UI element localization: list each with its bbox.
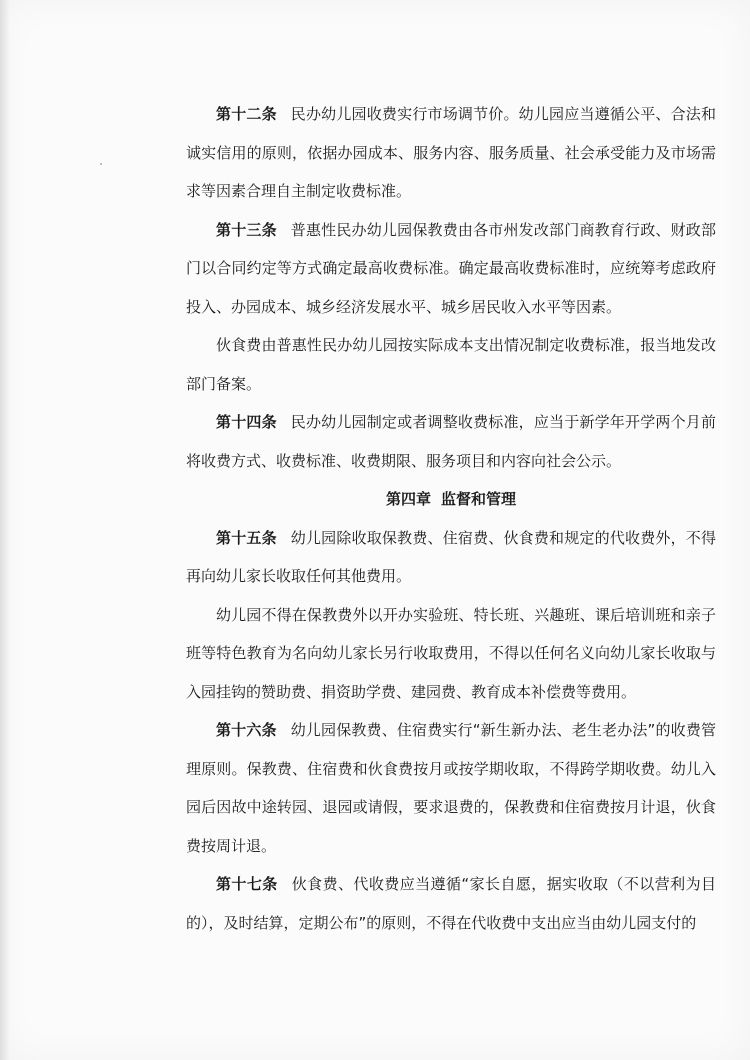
article-12-text: 民办幼儿园收费实行市场调节价。幼儿园应当遵循公平、合法和诚实信用的原则，依据办园成本、服务内容、服务质量、社会承受能力及市场需求等因素合理自主制定收费标准。 (186, 105, 716, 200)
scan-edge-shadow (0, 0, 10, 1060)
scan-speck (100, 163, 102, 165)
article-16-text: 幼儿园保教费、住宿费实行“新生新办法、老生老办法”的收费管理原则。保教费、住宿费和伙食费按月或按学期收取，不得跨学期收费。幼儿入园后因故中途转园、退园或请假，要求退费的，保教费和住宿费按月计退，伙食费按周计退。 (186, 721, 716, 855)
article-13-text: 普惠性民办幼儿园保教费由各市州发改部门商教育行政、财政部门以合同约定等方式确定最高收费标准。确定最高收费标准时，应统筹考虑政府投入、办园成本、城乡经济发展水平、城乡居民收入水平等因素。 (186, 220, 716, 316)
article-12 (186, 95, 716, 211)
article-16 (186, 711, 716, 865)
article-15-extra: 幼儿园不得在保教费外以开办实验班、特长班、兴趣班、课后培训班和亲子班等特色教育为名向幼儿家长另行收取费用，不得以任何名义向幼儿家长收取与入园挂钩的赞助费、捐资助学费、建园费、教育成本补偿费等费用。 (186, 605, 716, 701)
article-12-number: 第十二条 (216, 105, 277, 123)
article-15-number: 第十五条 (216, 528, 277, 547)
chapter-heading (186, 480, 716, 519)
article-14 (186, 403, 716, 480)
article-17-number: 第十七条 (216, 875, 278, 893)
article-17 (186, 865, 716, 942)
article-13-extra: 伙食费由普惠性民办幼儿园按实际成本支出情况制定收费标准，报当地发改部门备案。 (186, 336, 716, 393)
article-15-text: 幼儿园除收取保教费、住宿费、伙食费和规定的代收费外，不得再向幼儿家长收取任何其他费用。 (186, 528, 716, 585)
article-13 (186, 211, 716, 327)
article-15 (186, 519, 716, 596)
chapter-title: 监督和管理 (441, 490, 517, 508)
article-13-number: 第十三条 (216, 220, 277, 239)
document-body (186, 95, 716, 942)
article-17-text: 伙食费、代收费应当遵循“家长自愿，据实收取（不以营利为目的），及时结算，定期公布”的原则，不得在代收费中支出应当由幼儿园支付的 (186, 875, 716, 932)
article-16-number: 第十六条 (216, 721, 277, 739)
article-14-text: 民办幼儿园制定或者调整收费标准，应当于新学年开学两个月前将收费方式、收费标准、收费期限、服务项目和内容向社会公示。 (186, 413, 716, 470)
article-14-number: 第十四条 (216, 413, 277, 431)
chapter-number: 第四章 (385, 490, 431, 508)
